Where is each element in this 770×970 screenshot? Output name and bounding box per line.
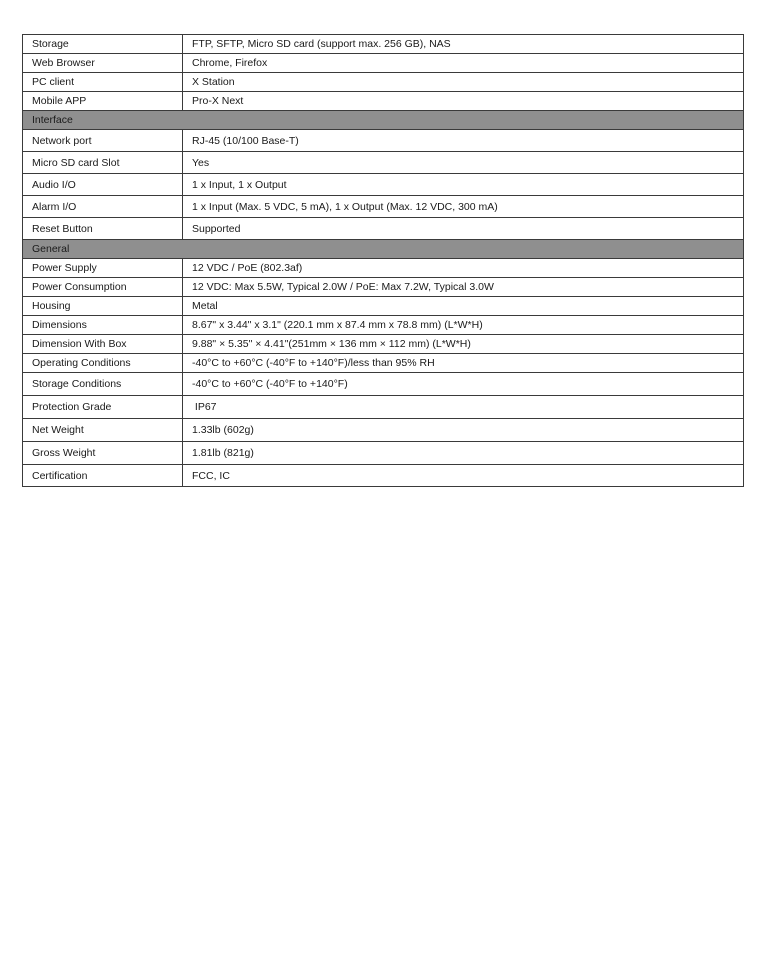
spec-value: Chrome, Firefox: [183, 54, 744, 73]
section-header-interface: [23, 111, 744, 130]
table-row: [23, 73, 744, 92]
spec-label: Alarm I/O: [23, 196, 183, 218]
table-row: [23, 35, 744, 54]
spec-value: 12 VDC / PoE (802.3af): [183, 259, 744, 278]
table-row: [23, 174, 744, 196]
table-row: [23, 354, 744, 373]
table-row: [23, 54, 744, 73]
spec-value: Supported: [183, 218, 744, 240]
spec-value: Yes: [183, 152, 744, 174]
specification-table: [22, 34, 744, 487]
spec-label: Storage Conditions: [23, 373, 183, 396]
spec-label: Reset Button: [23, 218, 183, 240]
spec-value: X Station: [183, 73, 744, 92]
table-row: [23, 196, 744, 218]
spec-value: -40°C to +60°C (-40°F to +140°F): [183, 373, 744, 396]
spec-value: 8.67" x 3.44" x 3.1" (220.1 mm x 87.4 mm x 78.8 mm) (L*W*H): [183, 316, 744, 335]
spec-value: 1.81lb (821g): [183, 442, 744, 465]
spec-label: Power Supply: [23, 259, 183, 278]
spec-value: Pro-X Next: [183, 92, 744, 111]
section-title: General: [23, 240, 744, 259]
spec-label: PC client: [23, 73, 183, 92]
table-row: [23, 278, 744, 297]
spec-label: Power Consumption: [23, 278, 183, 297]
table-row: [23, 152, 744, 174]
spec-label: Web Browser: [23, 54, 183, 73]
table-row: [23, 419, 744, 442]
spec-value: IP67: [183, 396, 744, 419]
table-row: [23, 335, 744, 354]
table-row: [23, 465, 744, 487]
spec-value: 12 VDC: Max 5.5W, Typical 2.0W / PoE: Max 7.2W, Typical 3.0W: [183, 278, 744, 297]
spec-label: Gross Weight: [23, 442, 183, 465]
spec-value: -40°C to +60°C (-40°F to +140°F)/less than 95% RH: [183, 354, 744, 373]
section-header-general: [23, 240, 744, 259]
spec-label: Protection Grade: [23, 396, 183, 419]
table-row: [23, 316, 744, 335]
spec-value: 1 x Input (Max. 5 VDC, 5 mA), 1 x Output (Max. 12 VDC, 300 mA): [183, 196, 744, 218]
spec-value: Metal: [183, 297, 744, 316]
spec-label: Dimension With Box: [23, 335, 183, 354]
table-row: [23, 259, 744, 278]
spec-label: Operating Conditions: [23, 354, 183, 373]
table-row: [23, 130, 744, 152]
spec-label: Audio I/O: [23, 174, 183, 196]
spec-value: RJ-45 (10/100 Base-T): [183, 130, 744, 152]
spec-label: Micro SD card Slot: [23, 152, 183, 174]
spec-value: 1 x Input, 1 x Output: [183, 174, 744, 196]
spec-label: Storage: [23, 35, 183, 54]
spec-label: Net Weight: [23, 419, 183, 442]
table-row: [23, 92, 744, 111]
section-title: Interface: [23, 111, 744, 130]
spec-value: 9.88" × 5.35" × 4.41"(251mm × 136 mm × 112 mm) (L*W*H): [183, 335, 744, 354]
spec-label: Network port: [23, 130, 183, 152]
spec-label: Dimensions: [23, 316, 183, 335]
spec-label: Certification: [23, 465, 183, 487]
table-row: [23, 218, 744, 240]
spec-value: FTP, SFTP, Micro SD card (support max. 256 GB), NAS: [183, 35, 744, 54]
table-row: [23, 442, 744, 465]
spec-label: Housing: [23, 297, 183, 316]
table-row: [23, 373, 744, 396]
spec-value: 1.33lb (602g): [183, 419, 744, 442]
spec-label: Mobile APP: [23, 92, 183, 111]
table-row: [23, 396, 744, 419]
table-row: [23, 297, 744, 316]
spec-value: FCC, IC: [183, 465, 744, 487]
